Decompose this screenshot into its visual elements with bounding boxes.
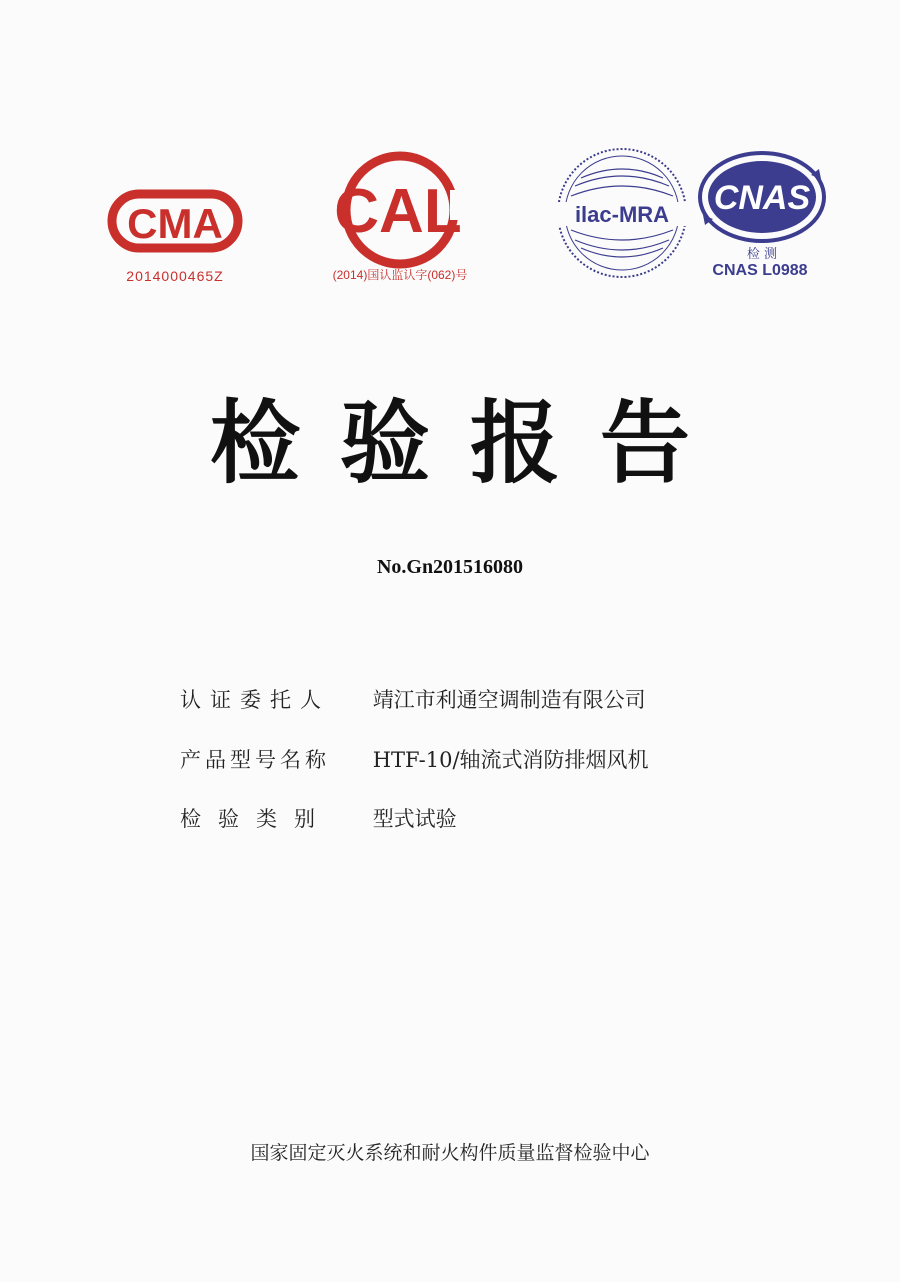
- cma-mark: CMA: [127, 200, 223, 247]
- ilac-mra-logo: [555, 146, 690, 281]
- test-type-label: 检验类别: [180, 807, 332, 831]
- issuing-organization: 国家固定灭火系统和耐火构件质量监督检验中心: [250, 1142, 650, 1164]
- report-number: No.Gn201516080: [376, 556, 524, 578]
- info-row-client: [180, 684, 646, 714]
- cal-mark: CAL: [334, 177, 462, 246]
- info-row-test-type: [180, 803, 457, 833]
- ilac-mark: ilac-MRA: [574, 202, 670, 227]
- test-type-value: 型式试验: [372, 807, 457, 831]
- product-label: 产品型号名称: [180, 748, 330, 772]
- cnas-code: CNAS L0988: [712, 262, 808, 279]
- cnas-sub: 检 测: [746, 247, 778, 262]
- report-title: 检验报告: [210, 391, 730, 496]
- cma-code: 2014000465Z: [126, 268, 224, 284]
- product-value: HTF-10/轴流式消防排烟风机: [372, 748, 649, 772]
- client-label: 认证委托人: [180, 688, 330, 712]
- cal-code: (2014)国认监认字(062)号: [332, 268, 468, 282]
- cnas-mark: CNAS: [713, 179, 811, 217]
- info-row-product: [180, 744, 649, 774]
- client-value: 靖江市利通空调制造有限公司: [372, 688, 646, 712]
